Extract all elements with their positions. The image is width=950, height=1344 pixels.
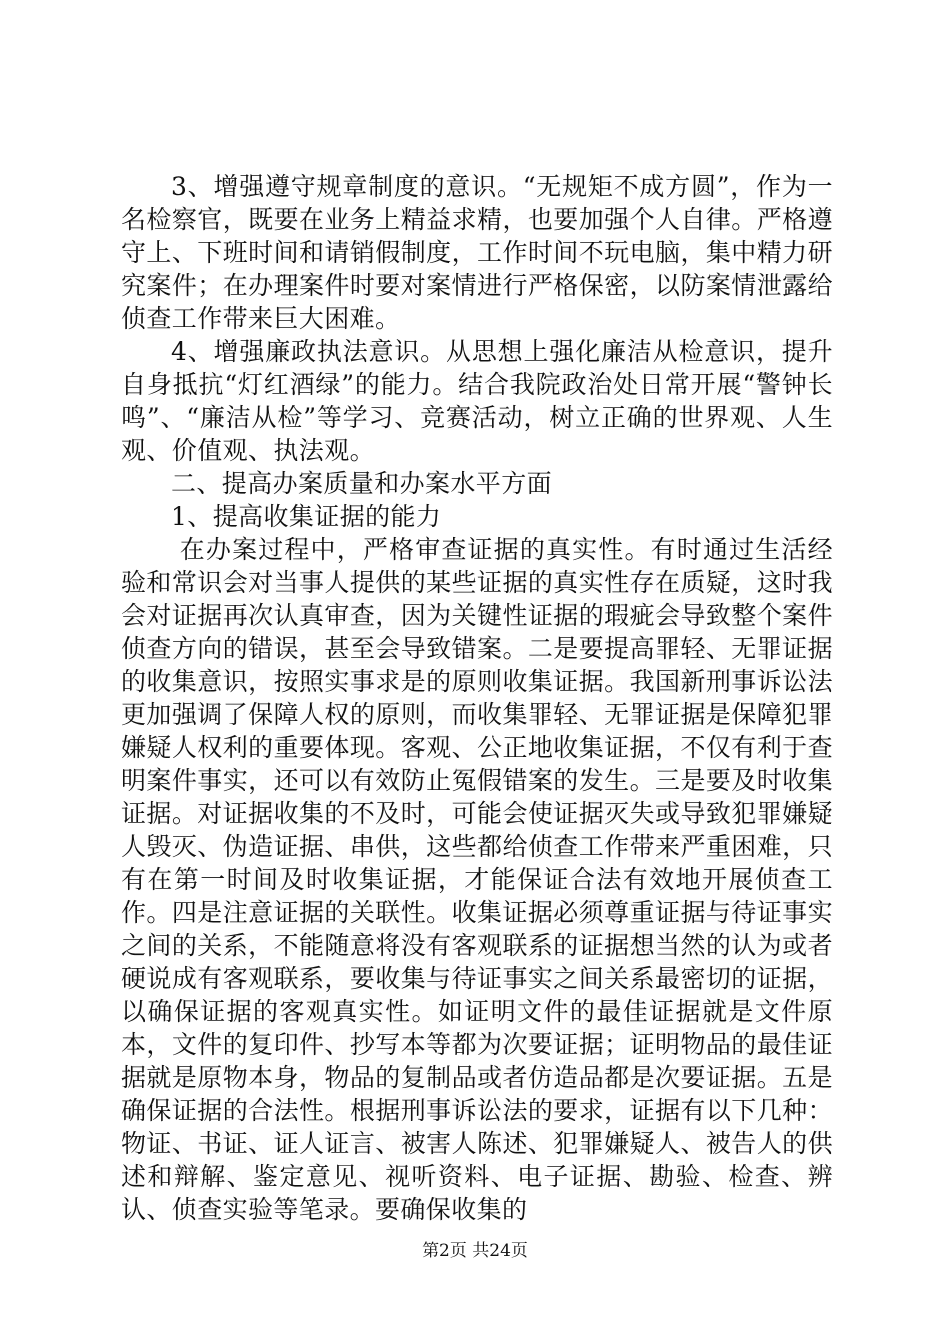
page-footer	[0, 1240, 950, 1262]
paragraph-rules-awareness: 3、增强遵守规章制度的意识。“无规矩不成方圆”，作为一名检察官，既要在业务上精益求精，也要加强个人自律。严格遵守上、下班时间和请销假制度，工作时间不玩电脑，集中精力研究案件；在办理案件时要对案情进行严格保密，以防案情泄露给侦查工作带来巨大困难。	[121, 172, 833, 333]
section-heading: 二、提高办案质量和办案水平方面	[171, 469, 553, 498]
paragraph-integrity-awareness: 4、增强廉政执法意识。从思想上强化廉洁从检意识，提升自身抵抗“灯红酒绿”的能力。结合我院政治处日常开展“警钟长鸣”、“廉洁从检”等学习、竞赛活动，树立正确的世界观、人生观、价值观、执法观。	[121, 337, 833, 465]
subsection-heading: 1、提高收集证据的能力	[171, 502, 442, 531]
paragraph-evidence-collection: 在办案过程中，严格审查证据的真实性。有时通过生活经验和常识会对当事人提供的某些证据的真实性存在质疑，这时我会对证据再次认真审查，因为关键性证据的瑕疵会导致整个案件侦查方向的错误，甚至会导致错案。二是要提高罪轻、无罪证据的收集意识，按照实事求是的原则收集证据。我国新刑事诉讼法更加强调了保障人权的原则，而收集罪轻、无罪证据是保障犯罪嫌疑人权利的重要体现。客观、公正地收集证据，不仅有利于查明案件事实，还可以有效防止冤假错案的发生。三是要及时收集证据。对证据收集的不及时，可能会使证据灭失或导致犯罪嫌疑人毁灭、伪造证据、串供，这些都给侦查工作带来严重困难，只有在第一时间及时收集证据，才能保证合法有效地开展侦查工作。四是注意证据的关联性。收集证据必须尊重证据与待证事实之间的关系，不能随意将没有客观联系的证据想当然的认为或者硬说成有客观联系，要收集与待证事实之间关系最密切的证据，以确保证据的客观真实性。如证明文件的最佳证据就是文件原本，文件的复印件、抄写本等都为次要证据；证明物品的最佳证据就是原物本身，物品的复制品或者仿造品都是次要证据。五是确保证据的合法性。根据刑事诉讼法的要求，证据有以下几种：物证、书证、证人证言、被害人陈述、犯罪嫌疑人、被告人的供述和辩解、鉴定意见、视听资料、电子证据、勘验、检查、辨认、侦查实验等笔录。要确保收集的	[121, 535, 833, 1224]
page-number: 第2页 共24页	[422, 1241, 528, 1261]
document-body	[121, 170, 833, 1226]
